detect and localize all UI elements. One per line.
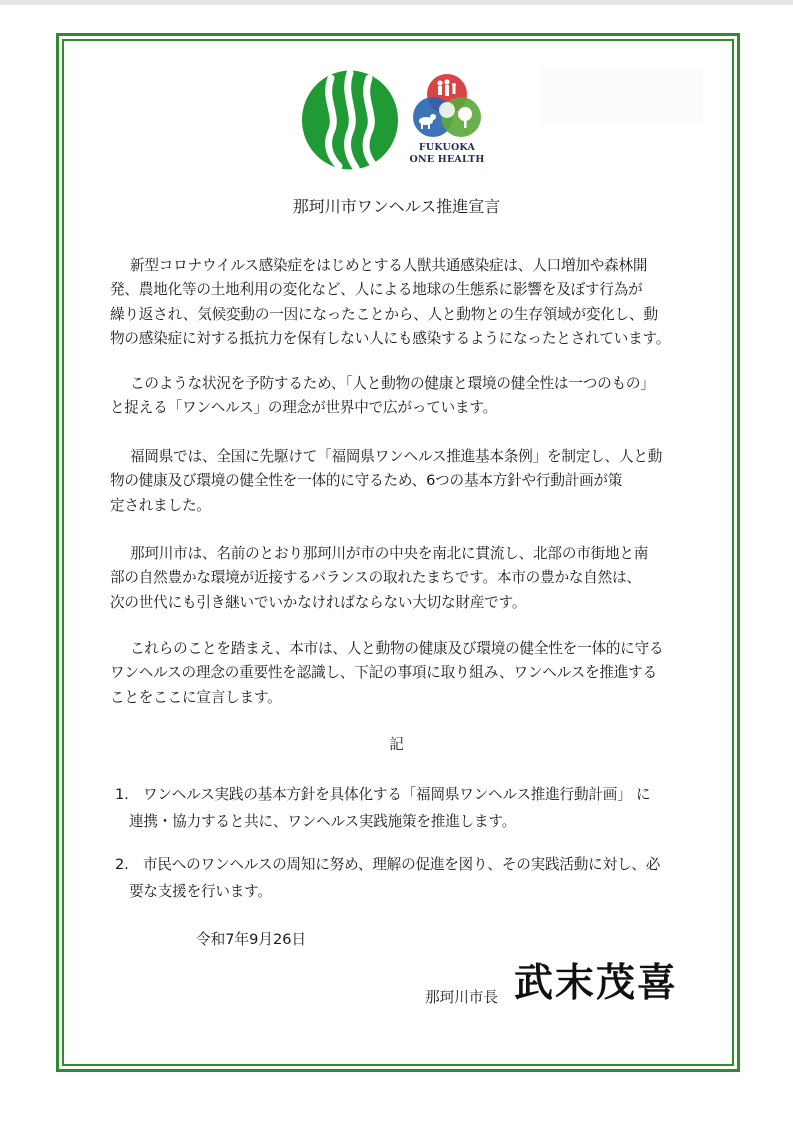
paragraph-line: ワンヘルスの理念の重要性を認識し、下記の事項に取り組み、ワンヘルスを推進する	[110, 664, 657, 682]
paragraph-line: 物の感染症に対する抵抗力を保有しない人にも感染するようになったとされています。	[110, 329, 671, 347]
paragraph-4	[110, 542, 695, 615]
one-health-venn-icon	[406, 72, 488, 142]
city-emblem-icon	[301, 70, 399, 170]
paragraph-line: 物の健康及び環境の健全性を一体的に守るため、6つの基本方針や行動計画が策	[110, 472, 623, 490]
paragraph-line: 次の世代にも引き継いでいかなければならない大切な財産です。	[110, 593, 527, 611]
paragraph-line: 新型コロナウイルス感染症をはじめとする人獣共通感染症は、人口増加や森林開	[130, 257, 648, 274]
item-text: 市民へのワンヘルスの周知に努め、理解の促進を図り、その実践活動に対し、必	[143, 856, 661, 873]
paragraph-1	[110, 254, 695, 351]
item-number: 1.	[115, 786, 129, 803]
blank-area	[541, 68, 703, 124]
paragraph-line: 那珂川市は、名前のとおり那珂川が市の中央を南北に貫流し、北部の市街地と南	[130, 545, 649, 562]
item-text-continued: 連携・協力すると共に、ワンヘルス実践施策を推進します。	[129, 813, 517, 830]
item-text-continued: 要な支援を行います。	[129, 883, 272, 900]
paragraph-line: 定されました。	[110, 496, 211, 514]
paragraph-line: ことをここに宣言します。	[110, 688, 282, 706]
city-emblem-logo	[301, 70, 399, 170]
paragraph-line: 繰り返され、気候変動の一因になったことから、人と動物との生存領域が変化し、動	[110, 305, 658, 323]
paragraph-line: と捉える「ワンヘルス」の理念が世界中で広がっています。	[110, 399, 498, 417]
document-title: 那珂川市ワンヘルス推進宣言	[292, 197, 501, 216]
mayor-signature: 武末茂喜	[514, 960, 679, 1006]
declaration-date: 令和7年9月26日	[196, 931, 307, 948]
fukuoka-one-health-logo	[406, 72, 488, 170]
paragraph-line: 福岡県では、全国に先駆けて「福岡県ワンヘルス推進基本条例」を制定し、人と動	[130, 448, 663, 465]
paragraph-line: 発、農地化等の土地利用の変化など、人による地球の生態系に影響を及ぼす行為が	[110, 281, 643, 299]
action-item-2	[110, 851, 700, 905]
item-number: 2.	[115, 856, 129, 873]
paragraph-5	[110, 637, 695, 710]
action-item-1	[110, 781, 700, 835]
one-health-logo-line2: ONE HEALTH	[409, 154, 485, 165]
paragraph-line: 部の自然豊かな環境が近接するバランスの取れたまちです。本市の豊かな自然は、	[110, 569, 641, 587]
paragraph-3	[110, 445, 695, 518]
signatory-title: 那珂川市長	[425, 989, 498, 1006]
paragraph-line: これらのことを踏まえ、本市は、人と動物の健康及び環境の健全性を一体的に守る	[130, 640, 664, 657]
paragraph-2	[110, 372, 695, 421]
item-text: ワンヘルス実践の基本方針を具体化する「福岡県ワンヘルス推進行動計画」 に	[143, 786, 651, 803]
one-health-logo-line1: FUKUOKA	[418, 142, 476, 153]
ki-heading: 記	[389, 736, 404, 753]
paragraph-line: このような状況を予防するため、「人と動物の健康と環境の健全性は一つのもの」	[130, 375, 655, 392]
top-edge	[0, 0, 793, 5]
